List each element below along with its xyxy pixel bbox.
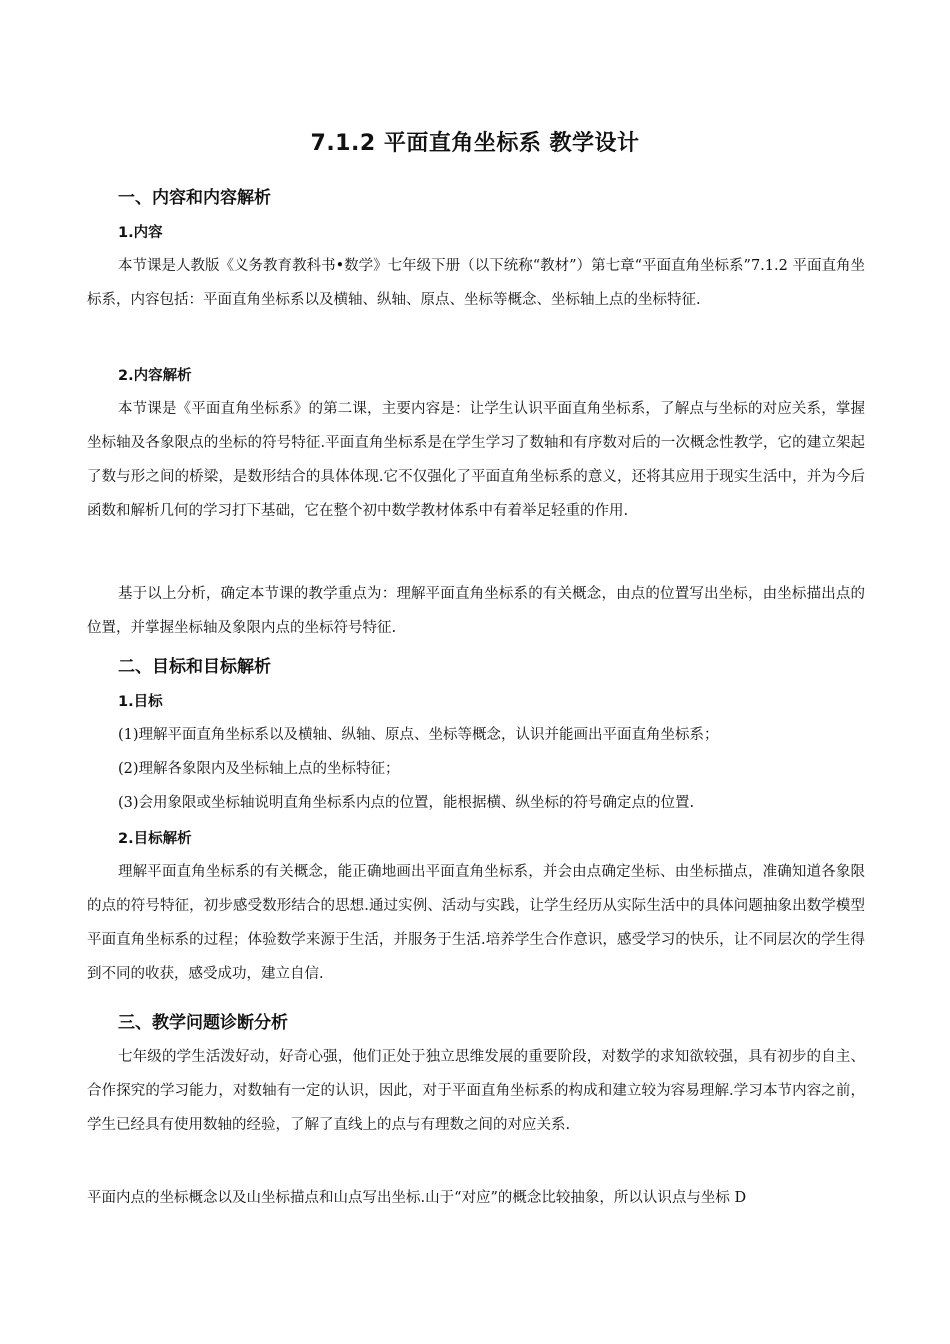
paragraph-diagnosis-continued: 平面内点的坐标概念以及山坐标描点和山点写出坐标.山于“对应”的概念比较抽象，所以认识点与坐标 D [87,1190,747,1206]
paragraph-diagnosis: 七年级的学生活泼好动，好奇心强，他们正处于独立思维发展的重要阶段，对数学的求知欲较强，具有初步的自主、合作探究的学习能力，对数轴有一定的认识，因此，对于平面直角坐标系的构成和建立较为容易理解.学习本节内容之前，学生已经具有使用数轴的经验，了解了直线上的点与有理数之间的对应关系. [87,1049,865,1133]
subheading-content-analysis: 2.内容解析 [118,368,192,384]
paragraph-teaching-focus: 基于以上分析，确定本节课的教学重点为：理解平面直角坐标系的有关概念，由点的位置写出坐标，由坐标描出点的位置，并掌握坐标轴及象限内点的坐标符号特征. [87,586,865,636]
subheading-content: 1.内容 [118,225,163,241]
document-title: 7.1.2 平面直角坐标系 教学设计 [310,131,640,156]
subheading-goals-analysis: 2.目标解析 [118,831,192,847]
section-heading-diagnosis: 三、教学问题诊断分析 [118,1013,288,1033]
goal-item-1: (1)理解平面直角坐标系以及横轴、纵轴、原点、坐标等概念，认识并能画出平面直角坐标系； [118,727,719,743]
paragraph-content: 本节课是人教版《义务教育教科书•数学》七年级下册（以下统称“教材”）第七章“平面直角坐标系”7.1.2 平面直角坐标系，内容包括：平面直角坐标系以及横轴、纵轴、原点、坐标等概念、坐标轴上点的坐标特征. [87,258,865,308]
goal-item-3: (3)会用象限或坐标轴说明直角坐标系内点的位置，能根据横、纵坐标的符号确定点的位置. [118,795,695,811]
paragraph-goals-analysis: 理解平面直角坐标系的有关概念，能正确地画出平面直角坐标系，并会由点确定坐标、由坐标描点，准确知道各象限的点的符号特征，初步感受数形结合的思想.通过实例、活动与实践，让学生经历从实际生活中的具体问题抽象出数学模型平面直角坐标系的过程；体验数学来源于生活，并服务于生活.培养学生合作意识，感受学习的快乐，让不同层次的学生得到不同的收获，感受成功，建立自信. [87,864,865,982]
section-heading-goals: 二、目标和目标解析 [118,657,271,677]
subheading-goals: 1.目标 [118,694,163,710]
goal-item-2: (2)理解各象限内及坐标轴上点的坐标特征； [118,761,400,777]
paragraph-content-analysis: 本节课是《平面直角坐标系》的第二课，主要内容是：让学生认识平面直角坐标系，了解点与坐标的对应关系，掌握坐标轴及各象限点的坐标的符号特征.平面直角坐标系是在学生学习了数轴和有序数对后的一次概念性教学，它的建立架起了数与形之间的桥梁，是数形结合的具体体现.它不仅强化了平面直角坐标系的意义，还将其应用于现实生活中，并为今后函数和解析几何的学习打下基础，它在整个初中数学教材体系中有着举足轻重的作用. [87,401,865,519]
section-heading-content: 一、内容和内容解析 [118,188,271,208]
